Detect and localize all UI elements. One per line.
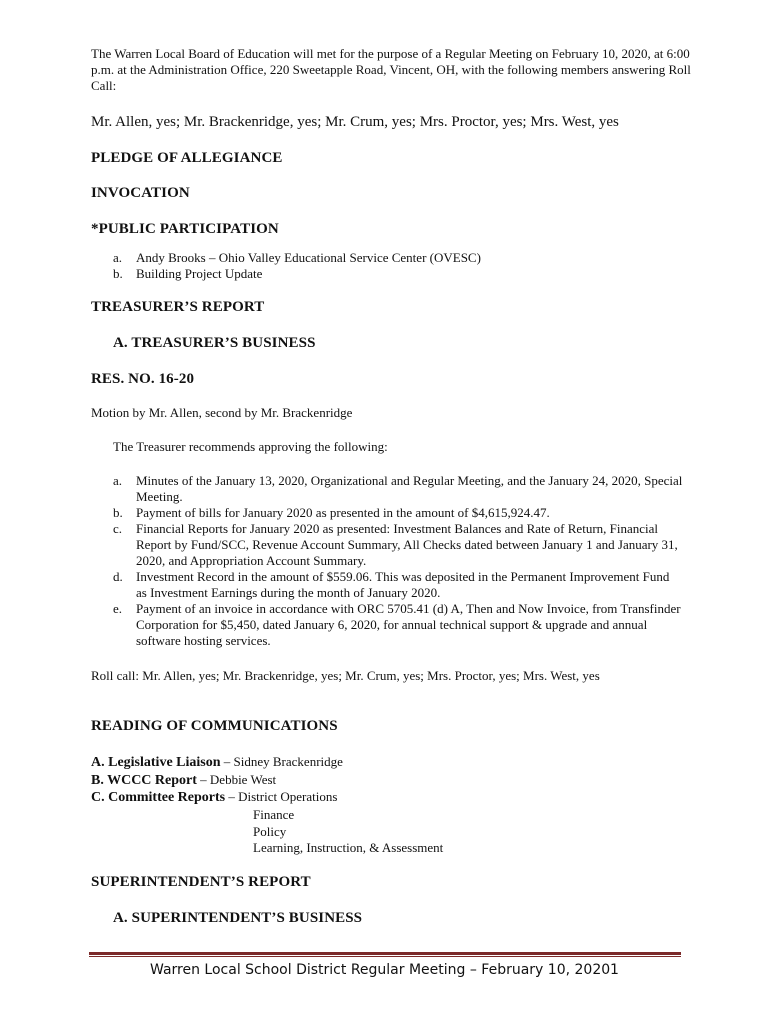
list-marker: a. bbox=[113, 250, 123, 265]
communication-detail: – Debbie West bbox=[196, 771, 277, 787]
list-item-text: Payment of bills for January 2020 as presented in the amount of $4,615,924.47. bbox=[136, 505, 550, 520]
page-number: 1 bbox=[610, 962, 619, 978]
list-item bbox=[113, 521, 683, 569]
list-marker: c. bbox=[113, 521, 123, 536]
committee-subitem: Policy bbox=[253, 823, 287, 839]
committee-subitem: Finance bbox=[253, 807, 295, 822]
footer-title: Warren Local School District Regular Meeting – February 10, 2020 bbox=[150, 962, 611, 978]
list-item bbox=[113, 505, 683, 521]
motion-text: Motion by Mr. Allen, second by Mr. Brackenridge bbox=[91, 405, 353, 420]
committee-subitem: Learning, Instruction, & Assessment bbox=[253, 840, 444, 855]
list-marker: b. bbox=[113, 266, 123, 281]
public-participation-heading: *PUBLIC PARTICIPATION bbox=[91, 221, 279, 237]
list-item bbox=[113, 601, 683, 649]
list-marker: e. bbox=[113, 601, 123, 616]
communications-heading: READING OF COMMUNICATIONS bbox=[91, 718, 338, 734]
communication-detail: – Sidney Brackenridge bbox=[220, 754, 343, 769]
list-item-text: Minutes of the January 13, 2020, Organizational and Regular Meeting, and the January 24, 2020, Special Meeting. bbox=[136, 473, 683, 504]
list-item bbox=[91, 754, 691, 772]
list-item bbox=[113, 569, 683, 601]
treasurer-report-heading: TREASURER’S REPORT bbox=[91, 299, 265, 315]
footer-rule bbox=[89, 952, 681, 955]
intro-paragraph: The Warren Local Board of Education will met for the purpose of a Regular Meeting on February 10, 2020, at 6:00 p.m. at the Administration Office, 220 Sweetapple Road, Vincent, OH, with the following members answering Roll Call: bbox=[91, 46, 691, 93]
roll-call-vote: Roll call: Mr. Allen, yes; Mr. Brackenridge, yes; Mr. Crum, yes; Mrs. Proctor, yes; Mrs. West, yes bbox=[91, 668, 600, 683]
footer-rule-thin bbox=[89, 956, 681, 957]
superintendent-business-heading: A. SUPERINTENDENT’S BUSINESS bbox=[113, 910, 363, 926]
list-marker: a. bbox=[113, 473, 123, 488]
recommends-text: The Treasurer recommends approving the following: bbox=[113, 439, 388, 454]
list-item-text: Investment Record in the amount of $559.06. This was deposited in the Permanent Improvement Fund as Investment Earnings during the month of January 2020. bbox=[136, 569, 670, 600]
invocation-heading: INVOCATION bbox=[91, 185, 190, 201]
list-item bbox=[91, 772, 691, 790]
list-item-text: Financial Reports for January 2020 as presented: Investment Balances and Rate of Return, Financial Report by Fund/SCC, Revenue Account Summary, All Checks dated between January 1 and January 31, 2020, and Appropriation Account Summary. bbox=[136, 521, 678, 568]
list-marker: b. bbox=[113, 505, 123, 520]
communication-label: B. WCCC Report bbox=[91, 772, 197, 788]
public-participation-list bbox=[113, 250, 698, 282]
communication-detail: – District Operations bbox=[225, 789, 338, 804]
superintendent-report-heading: SUPERINTENDENT’S REPORT bbox=[91, 874, 311, 890]
list-item bbox=[113, 250, 698, 266]
list-item-text: Andy Brooks – Ohio Valley Educational Service Center (OVESC) bbox=[136, 250, 481, 265]
list-item-text: Payment of an invoice in accordance with ORC 5705.41 (d) A, Then and Now Invoice, from Transfinder Corporation for $5,450, dated January 6, 2020, for annual technical support & upgrade and annual software hosting services. bbox=[136, 601, 681, 648]
communication-label: C. Committee Reports bbox=[91, 790, 226, 805]
list-item bbox=[113, 266, 698, 282]
committee-subitems bbox=[253, 807, 443, 857]
list-marker: d. bbox=[113, 569, 123, 584]
communications-list bbox=[91, 754, 691, 807]
communication-label: A. Legislative Liaison bbox=[91, 755, 221, 770]
list-item bbox=[113, 473, 683, 505]
treasurer-business-heading: A. TREASURER’S BUSINESS bbox=[113, 335, 316, 351]
treasurer-items-list bbox=[113, 473, 683, 649]
pledge-heading: PLEDGE OF ALLEGIANCE bbox=[91, 150, 283, 166]
roll-call-initial: Mr. Allen, yes; Mr. Brackenridge, yes; Mr. Crum, yes; Mrs. Proctor, yes; Mrs. West, yes bbox=[91, 114, 619, 130]
list-item bbox=[91, 789, 691, 807]
resolution-number: RES. NO. 16-20 bbox=[91, 371, 195, 387]
list-item-text: Building Project Update bbox=[136, 266, 263, 281]
